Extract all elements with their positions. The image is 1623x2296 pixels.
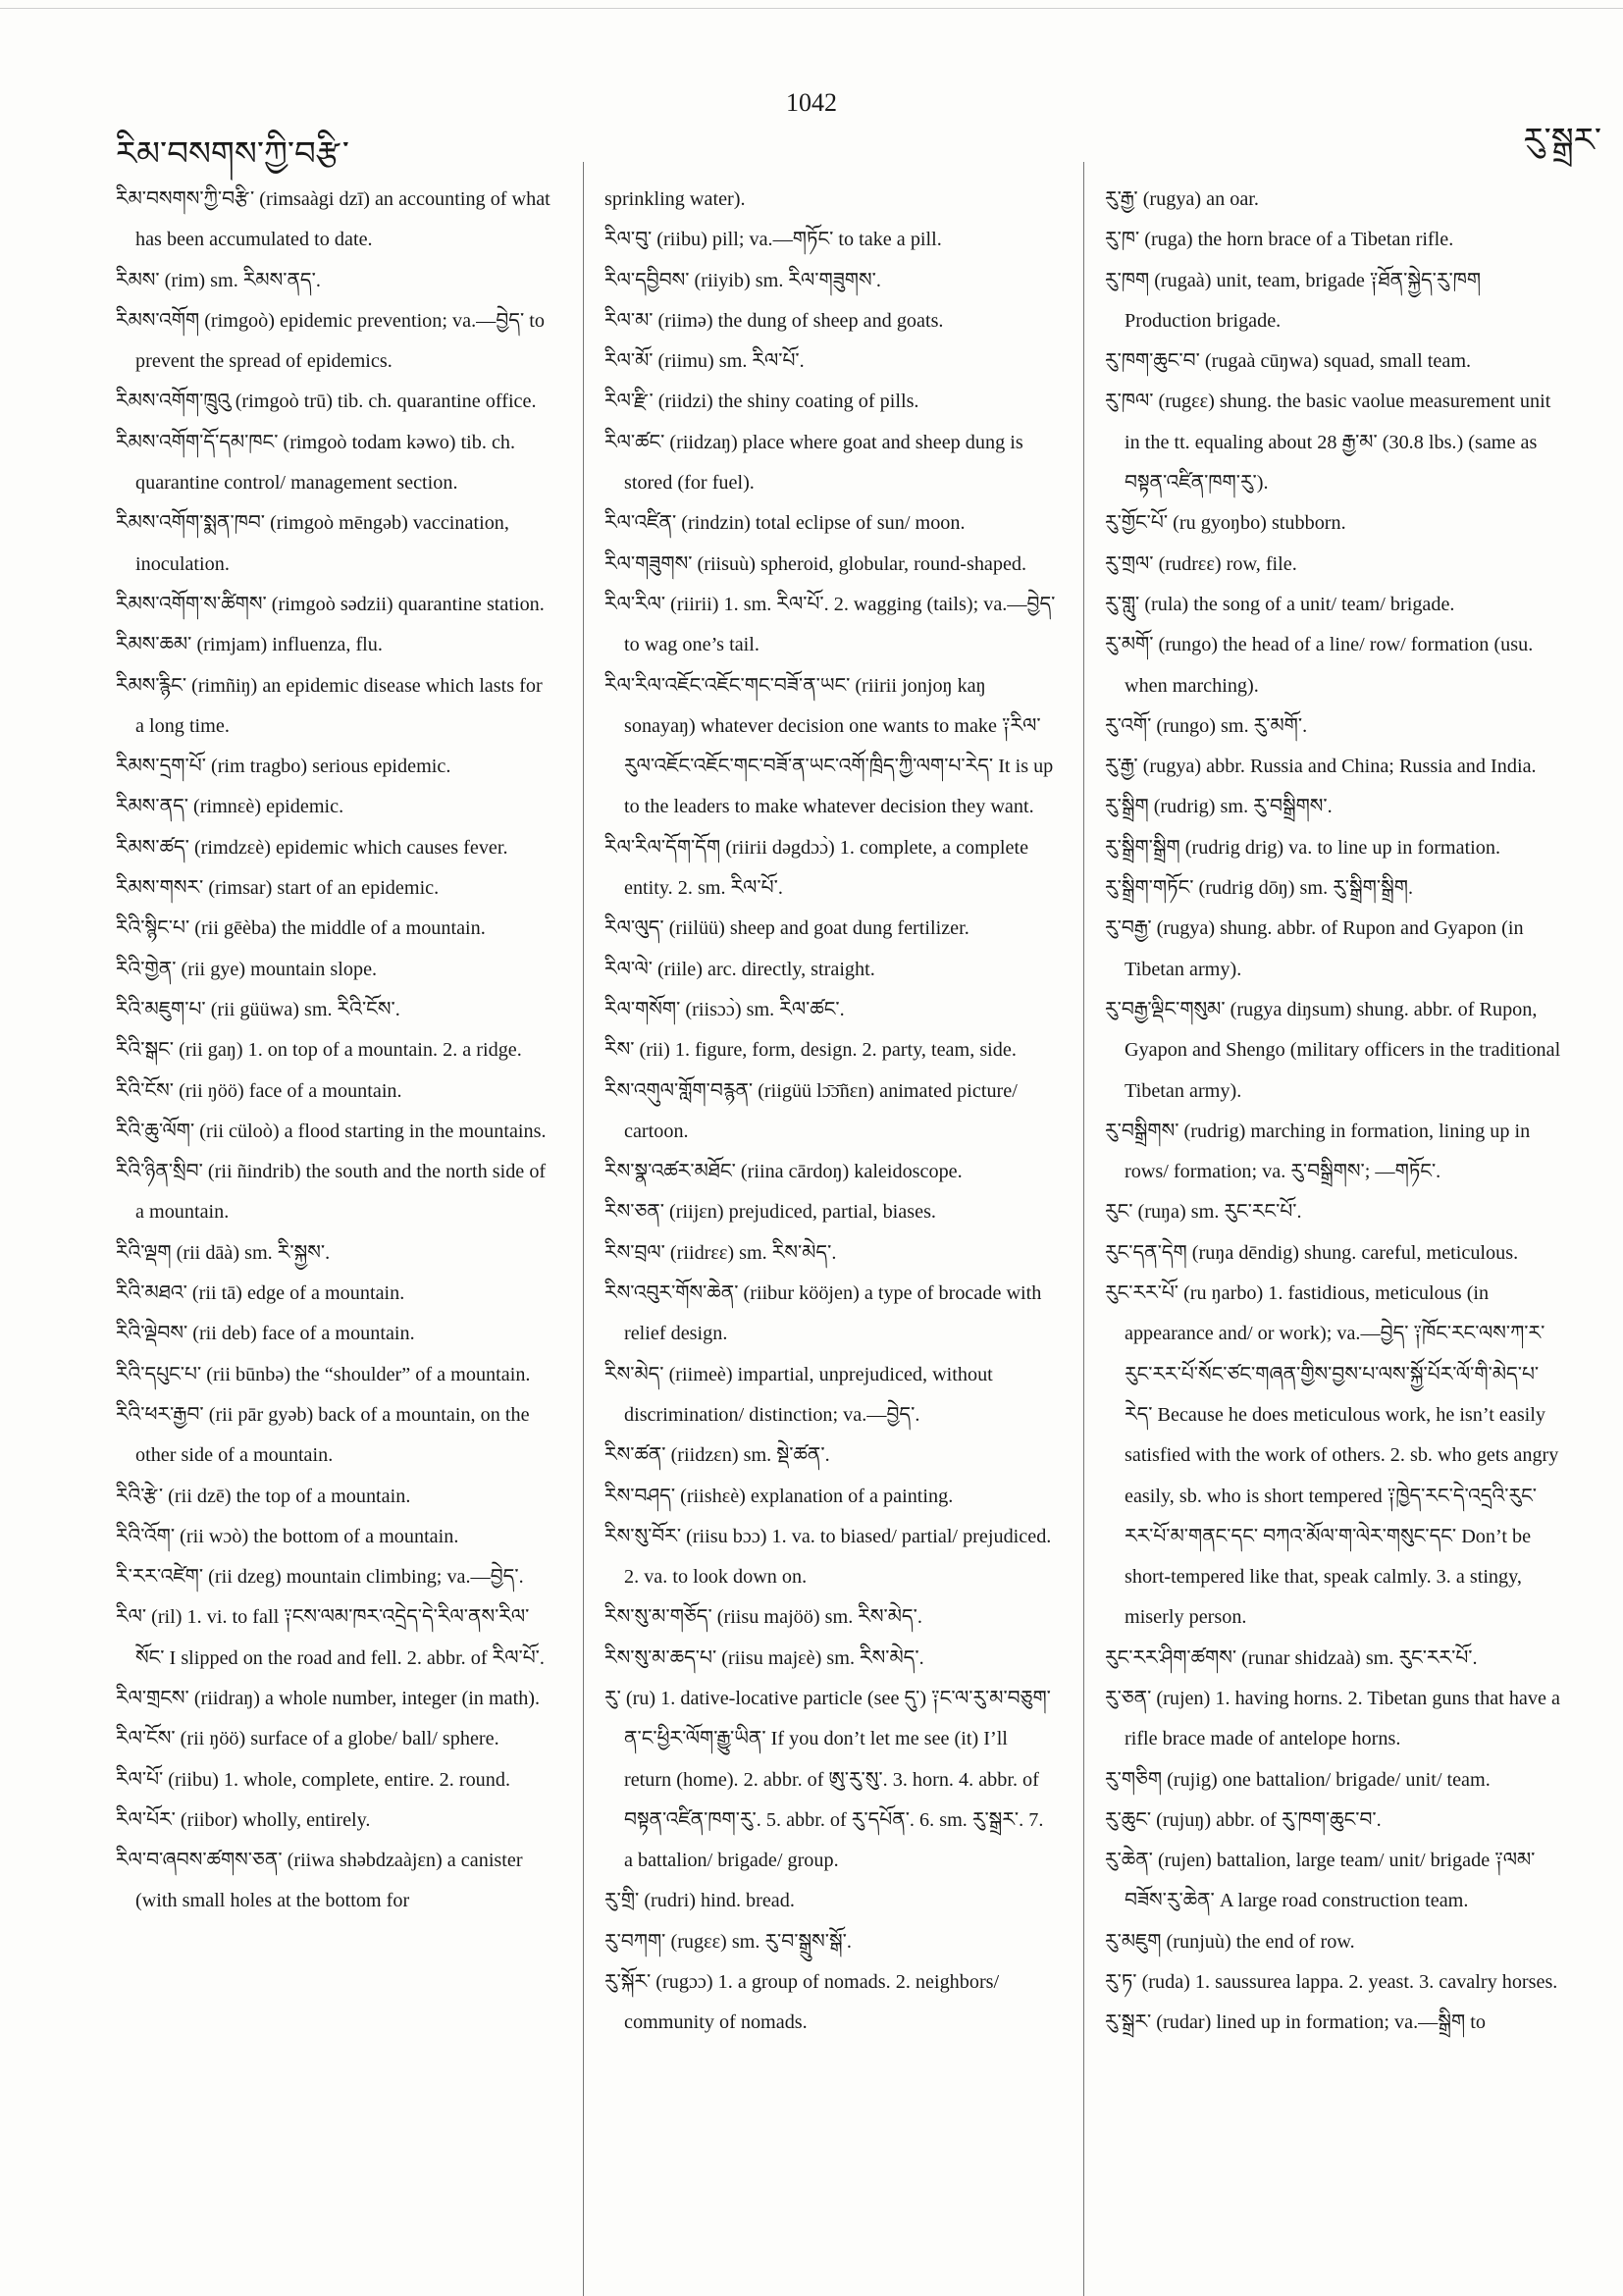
dictionary-entry: རུ་ཁལ་ (rugεε) shung. the basic vaolue measurement unit in the tt. equaling about 28 རྒྱ་མ་ (30.8 lbs.) (same as བསྟན་འཛིན་ཁག་རུ་).	[1105, 391, 1551, 495]
dictionary-entry: རིམས་འགོག (rimgoò) epidemic prevention; va.—བྱེད་ to prevent the spread of epidemics.	[116, 309, 545, 373]
dictionary-entry: རིའི་ལྡག (rii dāà) sm. རི་སྐྱས་.	[116, 1241, 331, 1264]
dictionary-entry: རིལ་ (ril) 1. vi. to fall ༑ངས་ལམ་ཁར་འདྲེད་དེ་རིལ་ནས་རིལ་སོང་ I slipped on the road and fell. 2. abbr. of རིལ་པོ་.	[116, 1606, 545, 1669]
dictionary-entry: རིལ་དབྱིབས་ (riiyib) sm. རིལ་གཟུགས་.	[604, 269, 881, 291]
dictionary-entry: རིལ་ལུད་ (riilüü) sheep and goat dung fertilizer.	[604, 917, 969, 940]
dictionary-entry: རུ་མཇུག (runjuù) the end of row.	[1105, 1930, 1355, 1953]
dictionary-entry: རིས་སུ་བོར་ (riisu bɔɔ) 1. va. to biased/ partial/ prejudiced. 2. va. to look down on.	[604, 1525, 1052, 1589]
dictionary-entry: རུ་སྒྲིག་སྒྲིག (rudrig drig) va. to line up in formation.	[1105, 836, 1501, 859]
dictionary-entry: རུ་སྒྲིག (rudrig) sm. རུ་བསྒྲིགས་.	[1105, 796, 1333, 818]
dictionary-entry: རུ་བསྒྲིགས་ (rudrig) marching in formation, lining up in rows/ formation; va. རུ་བསྒྲིགས་; —གཏོང་.	[1105, 1120, 1531, 1183]
dictionary-entry: རུ་བརྒྱ་ (rugya) shung. abbr. of Rupon and Gyapon (in Tibetan army).	[1105, 917, 1524, 980]
dictionary-column-1	[116, 180, 555, 2279]
dictionary-entry: རིས་འབུར་གོས་ཆེན་ (riibur kööjen) a type of brocade with relief design.	[604, 1282, 1042, 1345]
dictionary-entry: རིའི་ཉིན་སྲིབ་ (rii ñindrib) the south and the north side of a mountain.	[116, 1161, 547, 1224]
dictionary-entry: རིམས་ཆམ་ (rimjam) influenza, flu.	[116, 634, 383, 656]
dictionary-entry: རིས་བཤད་ (riishεè) explanation of a painting.	[604, 1485, 954, 1507]
dictionary-entry: རིལ་བ་ཞབས་ཚགས་ཅན་ (riiwa shəbdzaàjεn) a canister (with small holes at the bottom for	[116, 1850, 523, 1912]
dictionary-entry: རིམས་རྙིང་ (rimñiŋ) an epidemic disease which lasts for a long time.	[116, 674, 543, 737]
dictionary-entry: རུ་སྐོར་ (rugɔɔ) 1. a group of nomads. 2. neighbors/ community of nomads.	[604, 1971, 1000, 2034]
column-divider-left	[583, 162, 584, 2296]
dictionary-entry: རིམས་འགོག་དོ་དམ་ཁང་ (rimgoò todam kəwo) tib. ch. quarantine control/ management section.	[116, 431, 516, 495]
dictionary-entry: རིམས་ནད་ (rimnεè) epidemic.	[116, 796, 344, 818]
dictionary-entry: རུ་ཁག་ཆུང་བ་ (rugaà cūŋwa) squad, small team.	[1105, 350, 1472, 373]
dictionary-entry: རུ་ཆུང་ (rujuŋ) abbr. of རུ་ཁག་ཆུང་བ་.	[1105, 1808, 1382, 1831]
dictionary-entry: རུ་ཁ་ (ruga) the horn brace of a Tibetan rifle.	[1105, 229, 1454, 251]
dictionary-entry: རིའི་ཆུ་ལོག་ (rii cüloò) a flood starting in the mountains.	[116, 1120, 547, 1142]
dictionary-entry: རིམས་ཚད་ (rimdzεè) epidemic which causes fever.	[116, 836, 508, 859]
dictionary-entry: རིལ་བུ་ (riibu) pill; va.—གཏོང་ to take a pill.	[604, 229, 942, 251]
dictionary-entry: རུང་རར་ཤིག་ཚགས་ (runar shidzaà) sm. རུང་རར་པོ་.	[1105, 1646, 1478, 1669]
dictionary-entry: རིའི་འོག་ (rii wɔò) the bottom of a mountain.	[116, 1525, 459, 1547]
right-running-head: རུ་སྒྲར་	[1523, 123, 1601, 159]
dictionary-entry: རིལ་རིལ་འཇོང་འཇོང་གང་བཟོ་ན་ཡང་ (riirii jonjoŋ kaŋ sonayaŋ) whatever decision one wants to make ༑རིལ་རུལ་འཇོང་འཇོང་གང་བཟོ་ན་ཡང་འགོ་ཁྲིད་ཀྱི་ལག་པ་རེད་ It is up to the leaders to make whatever decision they want.	[604, 674, 1054, 818]
dictionary-entry: རུ་མགོ་ (rungo) the head of a line/ row/ formation (usu. when marching).	[1105, 634, 1534, 697]
dictionary-entry: རིལ་མོ་ (riimu) sm. རིལ་པོ་.	[604, 350, 805, 373]
column-divider-right	[1083, 162, 1084, 2296]
dictionary-entry: རུ་སྒྲིག་གཏོང་ (rudrig dōŋ) sm. རུ་སྒྲིག་སྒྲིག.	[1105, 877, 1413, 900]
dictionary-entry: རུ་སྒྲར་ (rudar) lined up in formation; va.—སྒྲིག to	[1105, 2011, 1486, 2034]
dictionary-entry: sprinkling water).	[604, 188, 746, 210]
dictionary-entry: རུ་ཁག (rugaà) unit, team, brigade ༑ཐོན་སྐྱེད་རུ་ཁག Production brigade.	[1105, 269, 1482, 332]
dictionary-entry: རིལ་གཟུགས་ (riisuù) spheroid, globular, round-shaped.	[604, 552, 1027, 575]
dictionary-entry: རི་རར་འཛེག་ (rii dzeg) mountain climbing; va.—བྱེད་.	[116, 1566, 524, 1589]
dictionary-entry: རུ་གཅིག (rujig) one battalion/ brigade/ unit/ team.	[1105, 1768, 1491, 1791]
dictionary-entry: རུང་དན་དེག (ruŋa dēndig) shung. careful, meticulous.	[1105, 1241, 1519, 1264]
dictionary-entry: རུ་རྒྱ་ (rugya) an oar.	[1105, 188, 1259, 210]
dictionary-entry: རིམས་འགོག་ཁྲུའུ (rimgoò trū) tib. ch. quarantine office.	[116, 391, 537, 413]
dictionary-entry: རིལ་གསོག་ (riisɔɔ̀) sm. རིལ་ཚང་.	[604, 998, 845, 1020]
dictionary-entry: རིས་ (rii) 1. figure, form, design. 2. party, team, side.	[604, 1039, 1017, 1062]
dictionary-entry: རུ་རྒྱ་ (rugya) abbr. Russia and China; Russia and India.	[1105, 756, 1537, 778]
dictionary-entry: རིའི་གྱེན་ (rii gye) mountain slope.	[116, 958, 378, 980]
dictionary-entry: རིའི་མཐའ་ (rii tā) edge of a mountain.	[116, 1282, 405, 1305]
dictionary-entry: རིལ་འཛིན་ (rindzin) total eclipse of sun/ moon.	[604, 512, 966, 535]
left-running-head: རིམ་བསགས་ཀྱི་བརྩི་	[116, 136, 349, 173]
dictionary-entry: རིའི་རྩེ་ (rii dzē) the top of a mountain.	[116, 1485, 411, 1507]
dictionary-entry: རིམས་འགོག་སྨན་ཁབ་ (rimgoò mēngəb) vaccination, inoculation.	[116, 512, 509, 575]
dictionary-entry: རིས་ཚན་ (riidzεn) sm. སྡེ་ཚན་.	[604, 1444, 830, 1467]
dictionary-entry: རིལ་ཚང་ (riidzaŋ) place where goat and sheep dung is stored (for fuel).	[604, 431, 1023, 495]
dictionary-entry: རིམས་དྲག་པོ་ (rim tragbo) serious epidemic.	[116, 756, 451, 778]
dictionary-entry: རུ་གླུ་ (rula) the song of a unit/ team/ brigade.	[1105, 593, 1455, 615]
dictionary-entry: རིས་བྲལ་ (riidrεε) sm. རིས་མེད་.	[604, 1241, 837, 1264]
dictionary-entry: རིའི་དཔུང་པ་ (rii būnbə) the “shoulder” of a mountain.	[116, 1363, 531, 1385]
page-number: 1042	[786, 88, 837, 117]
dictionary-entry: རིས་སྣ་འཚར་མཐོང་ (riina cārdoŋ) kaleidoscope.	[604, 1161, 963, 1183]
dictionary-entry: རུང་ (ruŋa) sm. རུང་རང་པོ་.	[1105, 1201, 1302, 1224]
dictionary-entry: རིལ་པོར་ (riibor) wholly, entirely.	[116, 1808, 371, 1831]
dictionary-entry: རིའི་ངོས་ (rii ŋöö) face of a mountain.	[116, 1079, 402, 1102]
dictionary-column-2	[604, 180, 1056, 2279]
scan-top-rule	[0, 8, 1623, 9]
dictionary-entry: རུ་བཀག་ (rugεε) sm. རུ་བ་སྒྲུས་སྒོ་.	[604, 1930, 852, 1953]
dictionary-entry: རུ་ཆེན་ (rujen) battalion, large team/ unit/ brigade ༑ལམ་བཟོས་རུ་ཆེན་ A large road construction team.	[1105, 1850, 1536, 1912]
dictionary-entry: རིལ་རྫི་ (riidzi) the shiny coating of pills.	[604, 391, 919, 413]
dictionary-entry: རིལ་ངོས་ (rii ŋöö) surface of a globe/ ball/ sphere.	[116, 1728, 499, 1750]
dictionary-entry: རིའི་ཕར་རྒྱབ་ (rii pār gyəb) back of a mountain, on the other side of a mountain.	[116, 1403, 530, 1467]
dictionary-entry: རིས་ཅན་ (riijεn) prejudiced, partial, biases.	[604, 1201, 936, 1224]
dictionary-entry: རིས་སུ་མ་ཆད་པ་ (riisu majεè) sm. རིས་མེད་.	[604, 1646, 924, 1669]
dictionary-entry: རིམ་བསགས་ཀྱི་བརྩི་ (rimsaàgi dzī) an accounting of what has been accumulated to date.	[116, 188, 550, 251]
dictionary-entry: རིལ་གྲངས་ (riidraŋ) a whole number, integer (in math).	[116, 1687, 541, 1709]
dictionary-entry: རུ་གྲལ་ (rudrεε) row, file.	[1105, 552, 1297, 575]
dictionary-entry: རིའི་སྙིང་པ་ (rii gēèba) the middle of a mountain.	[116, 917, 486, 940]
dictionary-entry: རིས་མེད་ (riimeè) impartial, unprejudiced, without discrimination/ distinction; va.—བྱེད་.	[604, 1363, 993, 1426]
dictionary-entry: རུ་བརྒྱ་ལྡིང་གསུམ་ (rugya diŋsum) shung. abbr. of Rupon, Gyapon and Shengo (military officers in the traditional Tibetan army).	[1105, 998, 1561, 1102]
dictionary-entry: རིམས་ (rim) sm. རིམས་ནད་.	[116, 269, 321, 291]
dictionary-entry: རུ་ཅན་ (rujen) 1. having horns. 2. Tibetan guns that have a rifle brace made of antelope horns.	[1105, 1687, 1560, 1750]
dictionary-entry: རིལ་རིལ་ (riirii) 1. sm. རིལ་པོ་. 2. wagging (tails); va.—བྱེད་ to wag one’s tail.	[604, 593, 1056, 656]
dictionary-column-3	[1105, 180, 1564, 2279]
dictionary-entry: རུ་འགོ་ (rungo) sm. རུ་མགོ་.	[1105, 714, 1308, 737]
dictionary-entry: རིལ་ལེ་ (riile) arc. directly, straight.	[604, 958, 875, 980]
dictionary-entry: རིས་སུ་མ་གཅོད་ (riisu majöö) sm. རིས་མེད་.	[604, 1606, 922, 1629]
dictionary-entry: རིམས་གསར་ (rimsar) start of an epidemic.	[116, 877, 440, 900]
dictionary-entry: རིས་འགུལ་གློག་བརྙན་ (riigüü lɔ̄ɔ̄ñεn) animated picture/ cartoon.	[604, 1079, 1018, 1142]
dictionary-entry: རུང་རར་པོ་ (ru ŋarbo) 1. fastidious, meticulous (in appearance and/ or work); va.—བྱེད་ ༑ཁོང་རང་ལས་ཀ་ར་རུང་རར་པོ་སོང་ཙང་གཞན་གྱིས་བྱས་པ་ལས་སྐྱོ་པོར་ལོ་གི་མེད་པ་རེད་ Because he does meticulous work, he isn’t easily satisfied with the work of others. 2. sb. who gets angry easily, sb. who is short tempered ༑ཁྱེད་རང་དེ་འདྲའི་རུང་རར་པོ་མ་གནང་དང་ བཀའ་མོལ་ག་ལེར་གསུང་དང་ Don’t be short-tempered like that, speak calmly. 3. a stingy, miserly person.	[1105, 1282, 1559, 1629]
dictionary-entry: རིའི་ལྡེབས་ (rii deb) face of a mountain.	[116, 1323, 415, 1345]
dictionary-entry: རུ་གྱོང་པོ་ (ru gyoŋbo) stubborn.	[1105, 512, 1346, 535]
dictionary-entry: རིལ་མ་ (riimə) the dung of sheep and goats.	[604, 309, 944, 332]
dictionary-entry: རིལ་རིལ་དོག་དོག (riirii dəgdɔɔ̀) 1. complete, a complete entity. 2. sm. རིལ་པོ་.	[604, 836, 1029, 900]
dictionary-entry: རུ་ (ru) 1. dative-locative particle (see དུ་) ༑ང་ལ་རུ་མ་བཅུག་ན་ང་ཕྱིར་ལོག་རྒྱུ་ཡིན་ If you don’t let me see (it) I’ll return (home). 2. abbr. of ཨུ་རུ་སུ་. 3. horn. 4. abbr. of བསྟན་འཛིན་ཁག་རུ་. 5. abbr. of རུ་དཔོན་. 6. sm. རུ་སྒྲར་. 7. a battalion/ brigade/ group.	[604, 1687, 1051, 1872]
dictionary-entry: རིལ་པོ་ (riibu) 1. whole, complete, entire. 2. round.	[116, 1768, 510, 1791]
dictionary-entry: རིའི་མཇུག་པ་ (rii güüwa) sm. རིའི་ངོས་.	[116, 998, 400, 1020]
dictionary-entry: རིམས་འགོག་ས་ཚིགས་ (rimgoò sədzii) quarantine station.	[116, 593, 545, 615]
dictionary-entry: རུ་ཏ་ (ruda) 1. saussurea lappa. 2. yeast. 3. cavalry horses.	[1105, 1971, 1558, 1994]
dictionary-entry: རུ་གྲི་ (rudri) hind. bread.	[604, 1890, 795, 1912]
dictionary-entry: རིའི་སྒང་ (rii gaŋ) 1. on top of a mountain. 2. a ridge.	[116, 1039, 522, 1062]
